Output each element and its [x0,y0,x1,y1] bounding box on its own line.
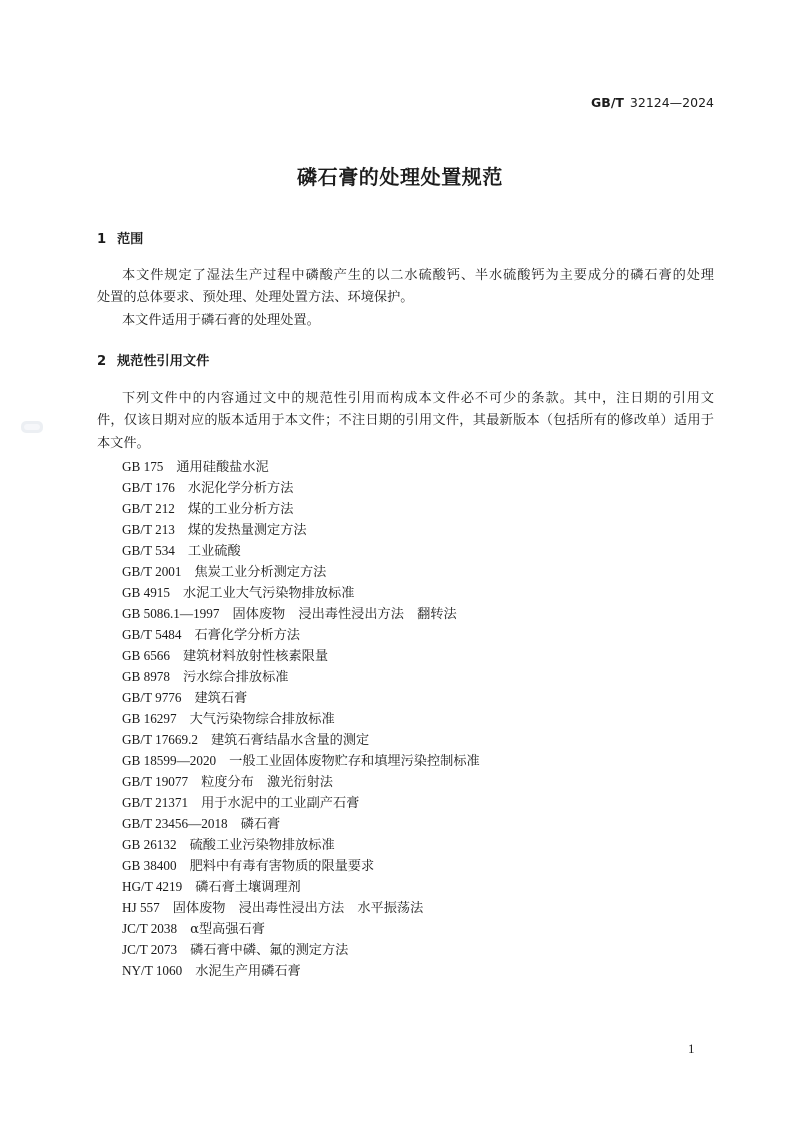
reference-title: 用于水泥中的工业副产石膏 [201,796,360,811]
standard-prefix: GB/T [591,95,624,110]
reference-title: 石膏化学分析方法 [194,627,300,643]
reference-code: NY/T 1060 [122,963,183,979]
reference-title: 肥料中有毒有害物质的限量要求 [189,859,375,875]
reference-title: 固体废物 浸出毒性浸出方法 水平振荡法 [172,901,424,917]
reference-title: 水泥生产用磷石膏 [195,964,301,980]
reference-item [122,855,714,876]
reference-title: 磷石膏土壤调理剂 [195,880,301,896]
reference-code: GB/T 212 [122,500,175,516]
reference-item [122,897,714,918]
paragraph-line: 本文件。 [97,435,150,451]
reference-code: GB/T 213 [122,521,175,537]
reference-title: 建筑石膏结晶水含量的测定 [210,732,370,748]
reference-item [122,477,714,498]
reference-item [122,750,714,771]
reference-code: GB 38400 [122,858,177,874]
reference-code: GB/T 9776 [122,689,182,705]
reference-code: GB 26132 [122,837,177,853]
reference-title: 建筑石膏 [194,690,248,706]
paragraph-line: 处置的总体要求、预处理、处理处置方法、环境保护。 [97,290,414,306]
reference-code: GB/T 5484 [122,626,182,642]
reference-item [122,876,714,897]
reference-code: JC/T 2073 [122,942,178,958]
reference-title: 水泥工业大气污染物排放标准 [183,585,355,601]
reference-title: 煤的工业分析方法 [187,501,294,517]
reference-item [122,918,714,939]
reference-item [122,960,714,981]
reference-code: GB 5086.1—1997 [122,605,220,621]
paragraph-line: 下列文件中的内容通过文中的规范性引用而构成本文件必不可少的条款。其中，注日期的引用文 [122,391,714,406]
reference-title: 硫酸工业污染物排放标准 [189,838,335,854]
reference-title: 水泥化学分析方法 [187,480,294,496]
reference-title: 粒度分布 激光衍射法 [201,774,333,790]
reference-code: GB/T 534 [122,542,175,558]
references-paragraph [97,388,714,455]
paragraph-line: 本文件规定了湿法生产过程中磷酸产生的以二水硫酸钙、半水硫酸钙为主要成分的磷石膏的处理 [122,268,714,283]
reference-title: 一般工业固体废物贮存和填埋污染控制标准 [229,753,480,769]
reference-title: 磷石膏中磷、氟的测定方法 [190,943,349,959]
reference-code: GB/T 2001 [122,563,182,579]
reference-title: 污水综合排放标准 [183,669,289,685]
reference-title: 焦炭工业分析测定方法 [194,564,327,580]
reference-title: 工业硫酸 [187,543,241,559]
reference-item [122,771,714,792]
reference-item [122,939,714,960]
reference-code: HJ 557 [122,900,160,916]
scope-paragraph [97,265,714,332]
reference-code: GB/T 17669.2 [122,731,198,747]
reference-title: 固体废物 浸出毒性浸出方法 翻转法 [232,606,457,622]
reference-item [122,456,714,477]
reference-code: GB/T 19077 [122,773,189,789]
reference-code: JC/T 2038 [122,921,178,937]
document-title: 磷石膏的处理处置规范 [297,165,503,189]
section-number: 2 [97,354,107,369]
section-number: 1 [97,232,107,247]
reference-item [122,666,714,687]
reference-title: 煤的发热量测定方法 [187,522,307,538]
standard-number: 32124—2024 [629,95,714,110]
paragraph-line: 本文件适用于磷石膏的处理处置。 [122,312,320,328]
reference-code: GB 175 [122,458,164,474]
reference-item [122,624,714,645]
reference-title: 磷石膏 [240,817,281,833]
reference-code: GB/T 23456—2018 [122,816,228,832]
reference-item [122,582,714,603]
reference-code: GB 8978 [122,668,170,684]
reference-title: 建筑材料放射性核素限量 [183,648,329,664]
reference-item [122,519,714,540]
reference-code: GB/T 176 [122,479,175,495]
reference-code: GB 4915 [122,584,170,600]
reference-item [122,792,714,813]
reference-code: GB 6566 [122,647,170,663]
page-number: 1 [688,1041,695,1056]
reference-item [122,540,714,561]
reference-item [122,708,714,729]
section-heading-normative-references [97,353,209,371]
reference-item [122,834,714,855]
reference-code: GB 16297 [122,710,177,726]
section-heading-scope [97,231,143,249]
reference-item [122,561,714,582]
section-title: 规范性引用文件 [117,354,210,369]
reference-item [122,645,714,666]
paragraph-line: 件，仅该日期对应的版本适用于本文件；不注日期的引用文件，其最新版本（包括所有的修改单）适用于 [97,413,714,429]
reference-item [122,813,714,834]
reference-item [122,729,714,750]
standard-number-header [591,95,714,111]
reference-title: 通用硅酸盐水泥 [176,459,269,475]
reference-code: HG/T 4219 [122,879,183,895]
section-title: 范围 [117,232,144,247]
reference-title: α型高强石膏 [190,922,265,938]
reference-item [122,687,714,708]
reference-item [122,498,714,519]
reference-item [122,603,714,624]
watermark-stamp-icon [20,419,44,435]
reference-code: GB/T 21371 [122,795,189,810]
reference-list [122,456,714,982]
reference-code: GB 18599—2020 [122,752,217,768]
reference-title: 大气污染物综合排放标准 [189,711,335,727]
